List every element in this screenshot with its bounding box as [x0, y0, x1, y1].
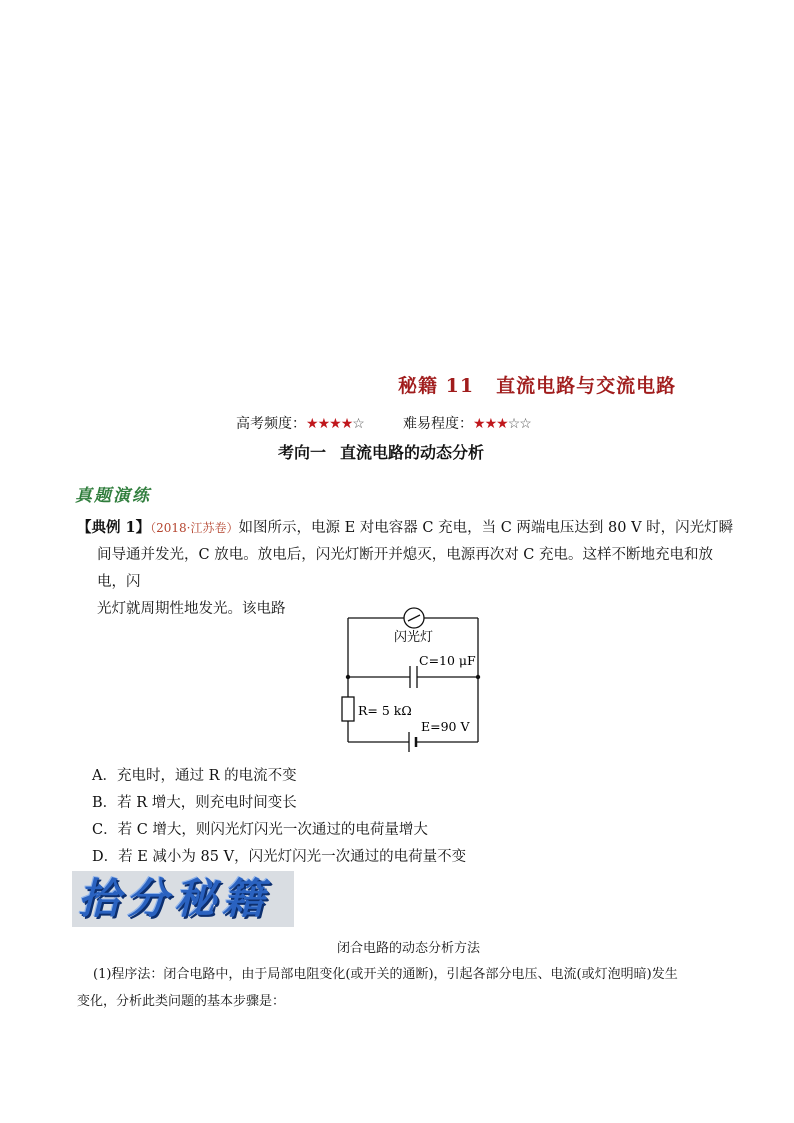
tips-logo-text: 拾分秘籍: [78, 874, 271, 923]
method-line-1: (1)程序法：闭合电路中，由于局部电阻变化(或开关的通断)，引起各部分电压、电流(或灯泡明暗)发生: [93, 967, 678, 982]
junction-right: [476, 675, 480, 679]
option-a: A．充电时，通过 R 的电流不变: [92, 768, 297, 784]
difficulty-rating: [403, 413, 531, 433]
lamp-filament: [408, 615, 420, 621]
section-main: 直流电路的动态分析: [340, 443, 485, 462]
example-line-3: 光灯就周期性地发光。该电路: [97, 601, 286, 617]
frequency-star-filled-icon: ★: [340, 416, 353, 432]
difficulty-star-filled-icon: ★: [484, 416, 497, 432]
method-body: [77, 961, 737, 1015]
difficulty-star-empty-icon: ☆: [507, 416, 520, 432]
example-line-1: 【典例 1】（2018·江苏卷）如图所示，电源 E 对电容器 C 充电，当 C 两端电压达到 80 V 时，闪光灯瞬: [77, 519, 734, 536]
practice-banner: 真题演练: [75, 486, 151, 506]
option-b: B．若 R 增大，则充电时间变长: [92, 795, 297, 811]
difficulty-star-filled-icon: ★: [473, 416, 485, 432]
frequency-rating: [236, 413, 364, 433]
lamp-label: 闪光灯: [394, 630, 434, 645]
difficulty-star-filled-icon: ★: [496, 416, 508, 432]
circuit-diagram: [330, 603, 500, 753]
difficulty-stars: [473, 416, 531, 432]
tips-logo: [72, 871, 294, 927]
example-line-2: 间导通并发光，C 放电。放电后，闪光灯断开并熄灭，电源再次对 C 充电。这样不断地充电和放电，闪: [97, 547, 714, 590]
resistor-label: R= 5 kΩ: [358, 703, 412, 718]
document-title: [398, 371, 676, 398]
junction-left: [346, 675, 350, 679]
difficulty-label: 难易程度：: [403, 416, 473, 432]
resistor-icon: [342, 697, 354, 721]
option-d: D．若 E 减小为 85 V，闪光灯闪光一次通过的电荷量不变: [92, 849, 467, 865]
difficulty-star-empty-icon: ☆: [519, 416, 531, 432]
method-heading: 闭合电路的动态分析方法: [337, 941, 481, 956]
title-prefix: 秘籍 11: [398, 375, 475, 397]
capacitor-label: C=10 μF: [419, 653, 476, 668]
section-heading: [278, 440, 484, 463]
option-c: C．若 C 增大，则闪光灯闪光一次通过的电荷量增大: [92, 822, 428, 838]
frequency-star-filled-icon: ★: [306, 416, 318, 432]
method-line-2: 变化，分析此类问题的基本步骤是：: [77, 994, 286, 1009]
section-prefix: 考向一: [278, 443, 327, 462]
frequency-star-empty-icon: ☆: [352, 416, 364, 432]
example-label: 【典例 1】: [77, 519, 151, 536]
battery-label: E=90 V: [421, 719, 470, 734]
example-source: （2018·江苏卷）: [150, 521, 239, 535]
frequency-star-filled-icon: ★: [329, 416, 341, 432]
title-main: 直流电路与交流电路: [496, 375, 677, 397]
frequency-label: 高考频度：: [236, 416, 306, 432]
frequency-star-filled-icon: ★: [317, 416, 330, 432]
frequency-stars: [306, 416, 364, 432]
